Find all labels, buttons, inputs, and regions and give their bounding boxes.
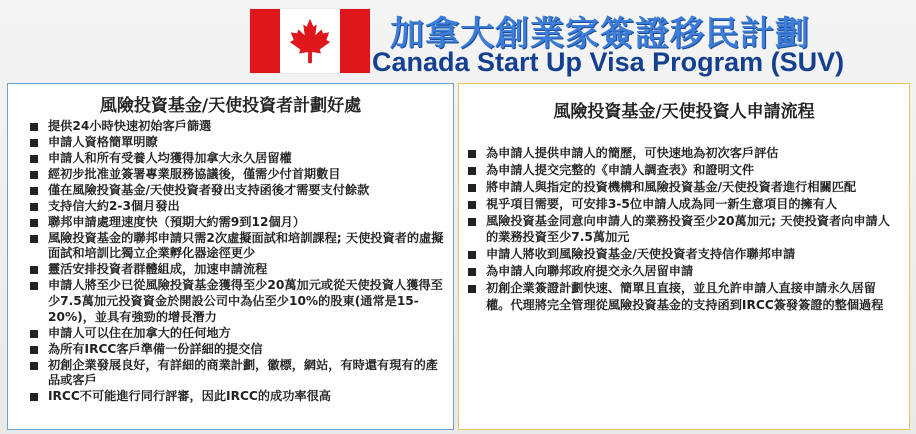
flag-center (280, 9, 340, 73)
page-title-chinese: 加拿大創業家簽證移民計劃 (390, 14, 810, 54)
square-bullet-icon (30, 171, 38, 179)
list-item (8, 231, 453, 262)
square-bullet-icon (468, 218, 476, 226)
square-bullet-icon (30, 187, 38, 195)
square-bullet-icon (30, 393, 38, 401)
page-title-english: Canada Start Up Visa Program (SUV) (372, 47, 845, 77)
square-bullet-icon (30, 235, 38, 243)
square-bullet-icon (30, 362, 38, 370)
square-bullet-icon (30, 219, 38, 227)
list-item-text: 申請人將至少已從風險投資基金獲得至少20萬加元或從天使投資人獲得至少7.5萬加元投資資金於開設公司中為佔至少10%的股東(通常是15-20%)，並具有強勁的增長潛力 (48, 278, 443, 324)
list-item-text: 為所有IRCC客戶準備一份詳細的提交信 (48, 341, 263, 356)
square-bullet-icon (468, 268, 476, 276)
square-bullet-icon (468, 201, 476, 209)
list-item (459, 179, 909, 195)
list-item (459, 145, 909, 161)
list-item-text: 為申請人向聯邦政府提交永久居留申請 (486, 264, 694, 279)
flag-left-band (250, 9, 280, 73)
square-bullet-icon (30, 266, 38, 274)
process-heading: 風險投資基金/天使投資人申請流程 (553, 102, 815, 122)
flag-right-band (340, 9, 370, 73)
square-bullet-icon (468, 251, 476, 259)
list-item-text: 靈活安排投資者群體組成，加速申請流程 (48, 262, 268, 277)
process-panel (458, 83, 910, 430)
square-bullet-icon (30, 139, 38, 147)
list-item-text: 支持信大約2-3個月發出 (48, 198, 180, 213)
list-item-text: 為申請人提供申請人的簡歷，可快速地為初次客戶評估 (486, 146, 779, 160)
list-item (459, 263, 909, 279)
list-item (8, 389, 453, 405)
square-bullet-icon (30, 155, 38, 163)
list-item (8, 151, 453, 167)
square-bullet-icon (30, 346, 38, 354)
square-bullet-icon (468, 150, 476, 158)
benefits-list (8, 119, 453, 405)
list-item (8, 199, 453, 215)
benefits-panel (7, 83, 454, 430)
list-item (8, 135, 453, 151)
list-item (459, 196, 909, 212)
list-item-text: 為申請人提交完整的《申請人調查表》和證明文件 (486, 163, 755, 177)
square-bullet-icon (468, 285, 476, 293)
list-item (8, 278, 453, 325)
list-item (8, 183, 453, 199)
list-item (459, 280, 909, 313)
benefits-heading: 風險投資基金/天使投資者計劃好處 (99, 96, 362, 116)
list-item (459, 246, 909, 262)
list-item (8, 358, 453, 389)
maple-leaf-icon (286, 17, 334, 65)
list-item-text: 經初步批准並簽署專業服務協議後，僅需少付首期數目 (48, 166, 341, 181)
list-item-text: 將申請人與指定的投資機構和風險投資基金/天使投資者進行相關匹配 (486, 180, 857, 194)
list-item-text: 初創企業簽證計劃快速、簡單且直接，並且允許申請人直接申請永久居留權。代理將完全管理從風險投資基金的支持函到IRCC簽發簽證的整個過程 (486, 281, 884, 312)
list-item-text: 申請人將收到風險投資基金/天使投資者支持信作聯邦申請 (486, 247, 796, 262)
list-item-text: 申請人和所有受養人均獲得加拿大永久居留權 (48, 150, 292, 165)
process-list (459, 145, 909, 313)
square-bullet-icon (468, 167, 476, 175)
list-item-text: 視乎項目需要，可安排3-5位申請人成為同一新生意項目的擁有人 (486, 197, 838, 211)
list-item (8, 262, 453, 278)
list-item-text: 風險投資基金的聯邦申請只需2次虛擬面試和培訓課程; 天使投資者的虛擬面試和培訓比獨立企業孵化器途徑更少 (48, 230, 444, 261)
list-item-text: 申請人資格簡單明瞭 (48, 134, 158, 149)
square-bullet-icon (30, 330, 38, 338)
list-item-text: 提供24小時快速初始客戶篩選 (48, 119, 212, 133)
square-bullet-icon (30, 203, 38, 211)
list-item (459, 213, 909, 246)
list-item (8, 342, 453, 358)
list-item (8, 119, 453, 135)
list-item-text: 聯邦申請處理速度快（預期大約需9到12個月） (48, 214, 306, 229)
square-bullet-icon (30, 123, 38, 131)
square-bullet-icon (30, 282, 38, 290)
list-item-text: 僅在風險投資基金/天使投資者發出支持函後才需要支付餘款 (48, 182, 370, 197)
canada-flag-icon (250, 9, 370, 73)
square-bullet-icon (468, 184, 476, 192)
list-item-text: 申請人可以住在加拿大的任何地方 (48, 325, 231, 340)
list-item-text: 風險投資基金同意向申請人的業務投資至少20萬加元; 天使投資者向申請人的業務投資至少7.5萬加元 (486, 214, 890, 245)
list-item (8, 326, 453, 342)
list-item-text: 初創企業發展良好，有詳細的商業計劃，徽標，網站，有時還有現有的產品或客戶 (48, 357, 438, 388)
list-item (459, 162, 909, 178)
list-item (8, 215, 453, 231)
list-item-text: IRCC不可能進行同行評審，因此IRCC的成功率很高 (48, 389, 331, 404)
list-item (8, 167, 453, 183)
